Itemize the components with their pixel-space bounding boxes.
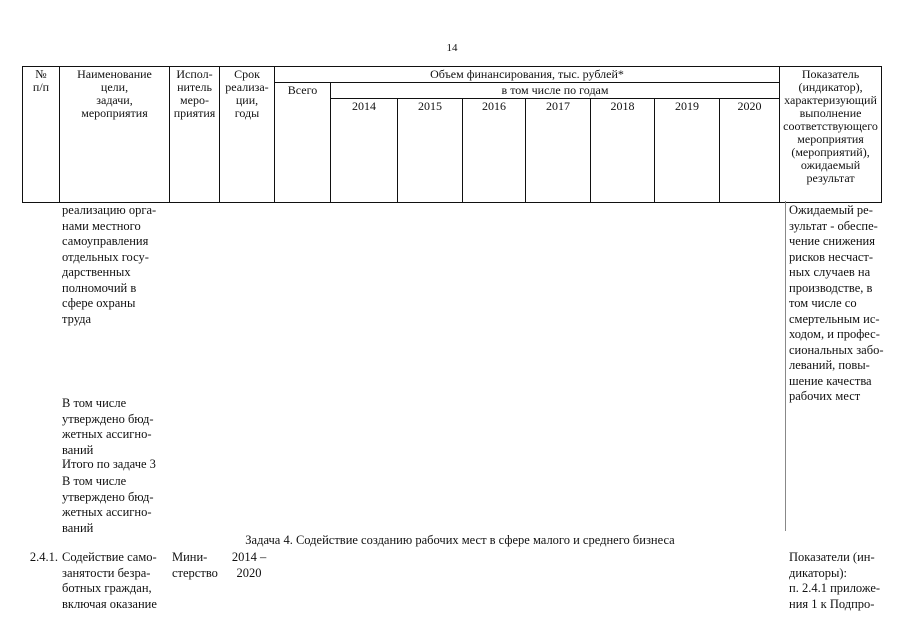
header-years-group: в том числе по годам xyxy=(331,83,780,99)
header-total: Всего xyxy=(275,83,331,203)
header-year-2020: 2020 xyxy=(720,99,780,203)
header-year-2019: 2019 xyxy=(655,99,720,203)
header-volume: Объем финансирования, тыс. рублей* xyxy=(275,67,780,83)
cont-indicator: Ожидаемый ре- зультат - обеспе- чение снижения рисков несчаст- ных случаев на производстве, в том числе со смертельным ис- ходом, и профес- сиональных забо- леваний, повы- шение качества рабочих мест xyxy=(789,203,884,403)
cont-name: реализацию орга- нами местного самоуправления отдельных госу- дарственных полномочий в сфере охраны труда xyxy=(62,203,157,326)
header-indicator: Показатель (индикатор), характеризующий выполнение соответствующего мероприятия (мероприятий), ожидаемый результат xyxy=(780,67,882,203)
item241-num: 2.4.1. xyxy=(29,550,58,564)
header-year-2018: 2018 xyxy=(591,99,655,203)
header-executor: Испол- нитель меро- приятия xyxy=(170,67,220,203)
approved1-name: В том числе утверждено бюд- жетных ассигно- ваний xyxy=(62,396,154,457)
header-year-2016: 2016 xyxy=(463,99,526,203)
task4-title: Задача 4. Содействие созданию рабочих мест в сфере малого и среднего бизнеса xyxy=(245,533,675,547)
page-number: 14 xyxy=(446,42,458,54)
header-name: Наименование цели, задачи, мероприятия xyxy=(60,67,170,203)
item241-name: Содействие само- занятости безра- ботных граждан, включая оказание xyxy=(62,550,157,611)
financing-table-header xyxy=(22,66,882,203)
item241-executor: Мини- стерство xyxy=(172,550,218,580)
task3-name: Итого по задаче 3 xyxy=(62,457,156,471)
header-term: Срок реализа- ции, годы xyxy=(220,67,275,203)
header-year-2017: 2017 xyxy=(526,99,591,203)
header-year-2014: 2014 xyxy=(331,99,398,203)
item241-indicator: Показатели (ин- дикаторы): п. 2.4.1 приложе- ния 1 к Подпро- xyxy=(789,550,881,611)
approved2-name: В том числе утверждено бюд- жетных ассигно- ваний xyxy=(62,474,154,535)
item241-term: 2014 – 2020 xyxy=(231,550,267,580)
header-num: № п/п xyxy=(23,67,60,203)
indicator-column-line xyxy=(785,201,786,531)
header-year-2015: 2015 xyxy=(398,99,463,203)
